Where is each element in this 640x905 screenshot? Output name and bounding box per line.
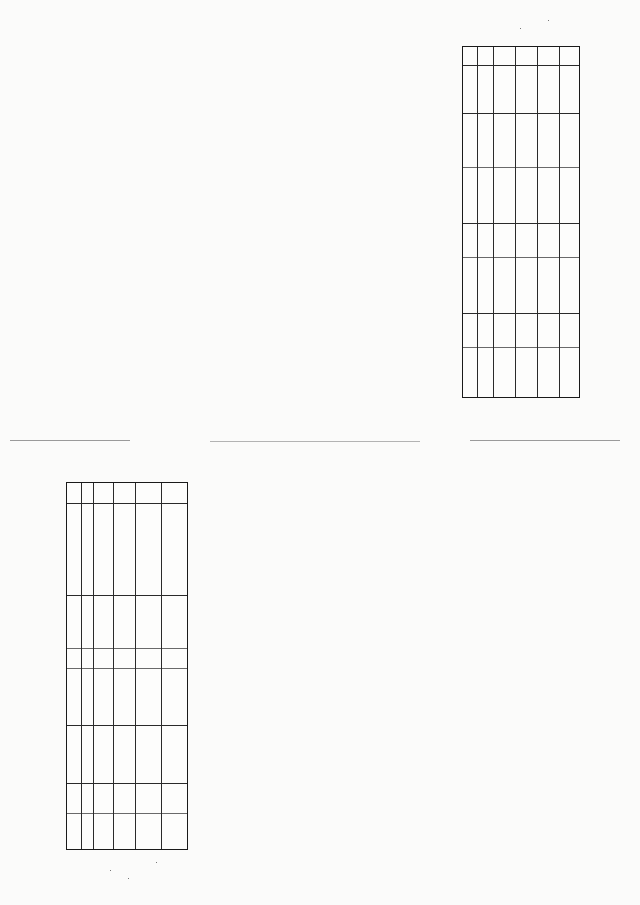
- table-page-2: [462, 46, 580, 398]
- table-col: [515, 47, 516, 397]
- table-col: [161, 483, 162, 849]
- page-divider: [210, 441, 420, 442]
- table-col: [113, 483, 114, 849]
- table-col: [537, 47, 538, 397]
- scan-speck: [156, 862, 157, 863]
- table-col: [135, 483, 136, 849]
- page-divider: [10, 440, 130, 441]
- table-row: [67, 503, 187, 504]
- scan-speck: [520, 28, 521, 29]
- page-divider: [470, 440, 620, 441]
- table-row: [463, 167, 579, 168]
- table-row: [67, 813, 187, 814]
- table-row: [67, 595, 187, 596]
- table-col: [93, 483, 94, 849]
- table-row: [67, 668, 187, 669]
- table-row: [463, 113, 579, 114]
- table-page-1: [66, 482, 188, 850]
- table-row: [463, 347, 579, 348]
- table-row: [463, 65, 579, 66]
- table-row: [67, 783, 187, 784]
- table-col: [559, 47, 560, 397]
- table-row: [463, 223, 579, 224]
- table-col: [493, 47, 494, 397]
- table-row: [67, 648, 187, 649]
- scan-speck: [548, 20, 549, 21]
- table-row: [463, 257, 579, 258]
- table-col: [477, 47, 478, 397]
- table-row: [67, 725, 187, 726]
- table-col: [81, 483, 82, 849]
- scan-speck: [110, 870, 111, 871]
- table-row: [463, 313, 579, 314]
- scan-speck: [128, 878, 129, 879]
